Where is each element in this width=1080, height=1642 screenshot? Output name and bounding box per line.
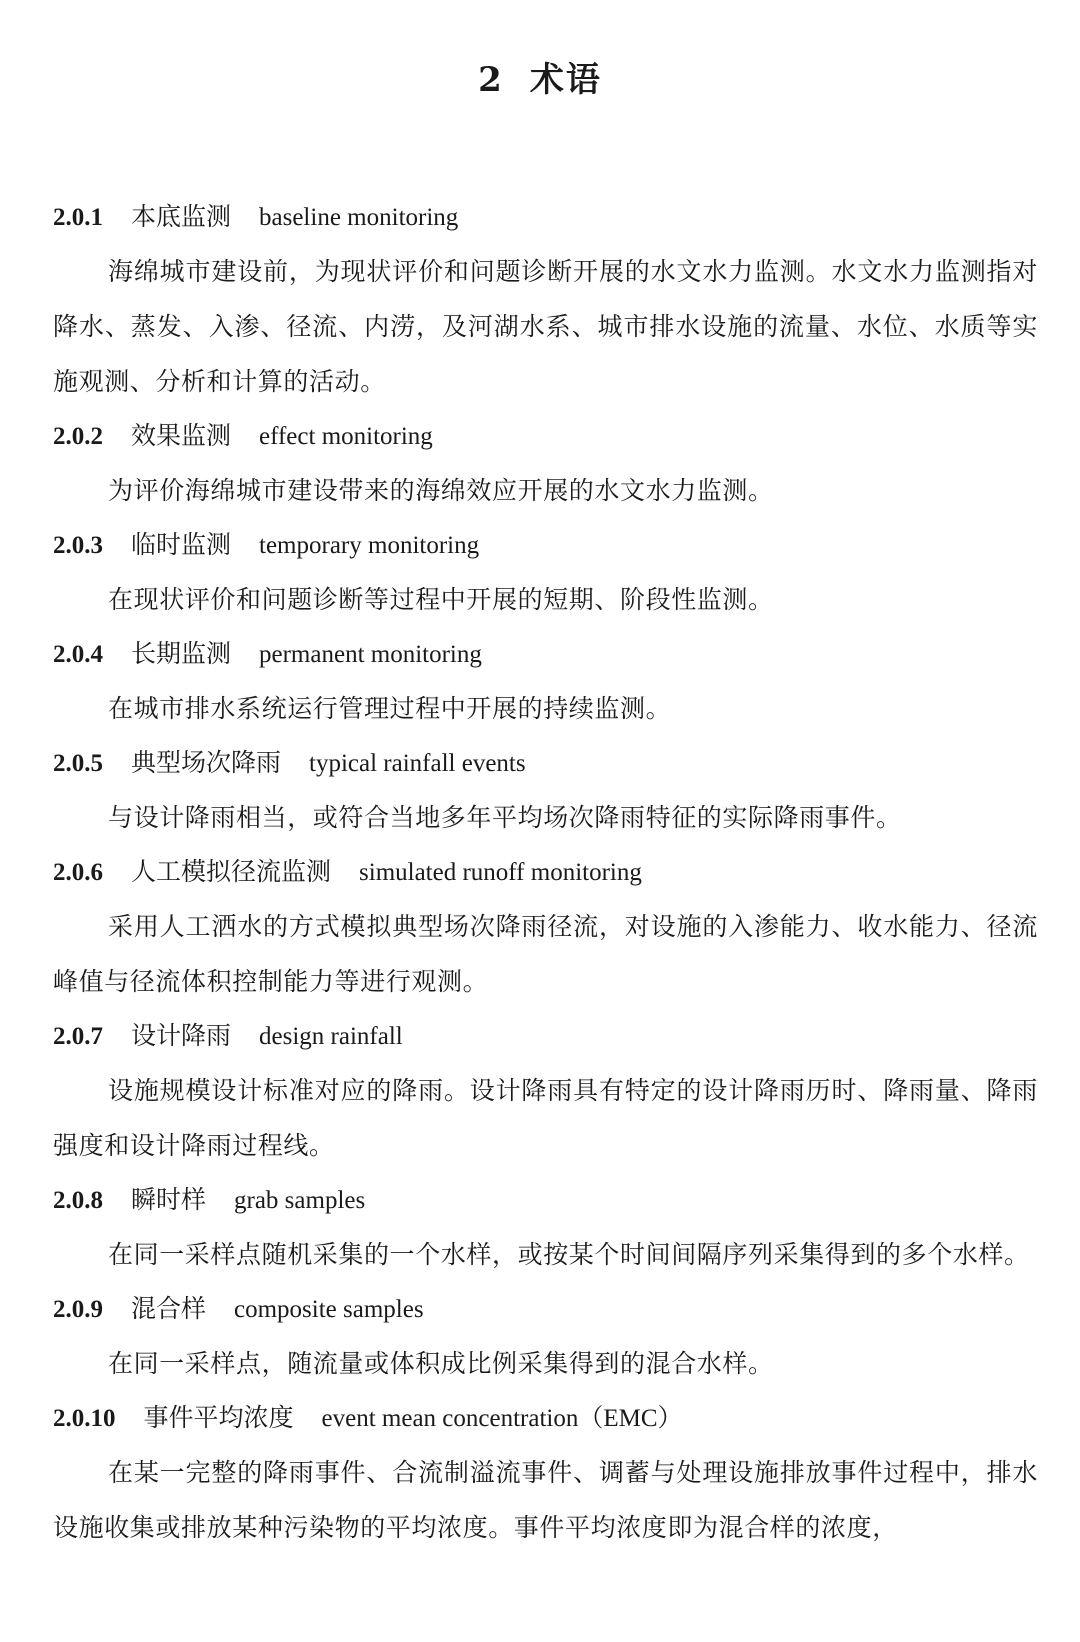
term-number: 2.0.6	[53, 859, 103, 886]
term-english: temporary monitoring	[259, 532, 480, 559]
term-english: simulated runoff monitoring	[359, 859, 642, 886]
term-chinese: 瞬时样	[131, 1185, 207, 1214]
term-number: 2.0.10	[53, 1405, 116, 1432]
term-english: typical rainfall events	[309, 750, 526, 777]
term-entry	[53, 845, 1038, 1009]
term-chinese: 人工模拟径流监测	[131, 857, 332, 886]
term-number: 2.0.7	[53, 1023, 103, 1050]
term-definition: 海绵城市建设前，为现状评价和问题诊断开展的水文水力监测。水文水力监测指对降水、蒸发、入渗、径流、内涝，及河湖水系、城市排水设施的流量、水位、水质等实施观测、分析和计算的活动。	[53, 257, 1038, 396]
term-english: event mean concentration（EMC）	[321, 1405, 683, 1432]
term-definition: 采用人工洒水的方式模拟典型场次降雨径流，对设施的入渗能力、收水能力、径流峰值与径流体积控制能力等进行观测。	[53, 912, 1038, 996]
term-chinese: 本底监测	[131, 202, 232, 231]
term-heading	[53, 190, 1038, 244]
term-chinese: 设计降雨	[131, 1021, 232, 1050]
term-chinese: 效果监测	[131, 421, 232, 450]
term-entry	[53, 1173, 1038, 1282]
term-english: design rainfall	[259, 1023, 403, 1050]
term-number: 2.0.2	[53, 423, 103, 450]
term-entry	[53, 409, 1038, 518]
term-heading	[53, 736, 1038, 790]
term-entry	[53, 190, 1038, 409]
term-definition: 在城市排水系统运行管理过程中开展的持续监测。	[108, 694, 672, 723]
term-entry	[53, 518, 1038, 627]
term-english: permanent monitoring	[259, 641, 482, 668]
term-english: composite samples	[234, 1296, 424, 1323]
term-heading	[53, 845, 1038, 899]
term-definition: 在同一采样点，随流量或体积成比例采集得到的混合水样。	[108, 1349, 774, 1378]
term-chinese: 事件平均浓度	[143, 1403, 294, 1432]
term-number: 2.0.3	[53, 532, 103, 559]
term-chinese: 典型场次降雨	[131, 748, 282, 777]
term-english: effect monitoring	[259, 423, 433, 450]
term-heading	[53, 518, 1038, 572]
term-definition: 设施规模设计标准对应的降雨。设计降雨具有特定的设计降雨历时、降雨量、降雨强度和设计降雨过程线。	[53, 1076, 1038, 1160]
term-english: grab samples	[234, 1187, 366, 1214]
term-entry	[53, 1009, 1038, 1173]
term-number: 2.0.4	[53, 641, 103, 668]
term-definition: 为评价海绵城市建设带来的海绵效应开展的水文水力监测。	[108, 476, 774, 505]
term-number: 2.0.1	[53, 204, 103, 231]
term-definition: 在同一采样点随机采集的一个水样，或按某个时间间隔序列采集得到的多个水样。	[108, 1240, 1030, 1269]
term-number: 2.0.8	[53, 1187, 103, 1214]
chapter-number: 2	[478, 60, 504, 100]
term-heading	[53, 1282, 1038, 1336]
term-english: baseline monitoring	[259, 204, 459, 231]
term-chinese: 长期监测	[131, 639, 232, 668]
term-definition: 在某一完整的降雨事件、合流制溢流事件、调蓄与处理设施排放事件过程中，排水设施收集或排放某种污染物的平均浓度。事件平均浓度即为混合样的浓度，	[53, 1458, 1038, 1542]
term-entry	[53, 1391, 1038, 1555]
term-entry	[53, 736, 1038, 845]
term-chinese: 临时监测	[131, 530, 232, 559]
term-list	[53, 190, 1038, 1555]
term-heading	[53, 409, 1038, 463]
term-definition: 在现状评价和问题诊断等过程中开展的短期、阶段性监测。	[108, 585, 774, 614]
chapter-title	[0, 52, 1080, 101]
term-heading	[53, 1173, 1038, 1227]
chapter-title-text: 术语	[529, 60, 602, 100]
term-heading	[53, 1009, 1038, 1063]
term-entry	[53, 1282, 1038, 1391]
term-heading	[53, 1391, 1038, 1445]
term-chinese: 混合样	[131, 1294, 207, 1323]
term-entry	[53, 627, 1038, 736]
term-number: 2.0.5	[53, 750, 103, 777]
term-definition: 与设计降雨相当，或符合当地多年平均场次降雨特征的实际降雨事件。	[108, 803, 902, 832]
term-number: 2.0.9	[53, 1296, 103, 1323]
term-heading	[53, 627, 1038, 681]
